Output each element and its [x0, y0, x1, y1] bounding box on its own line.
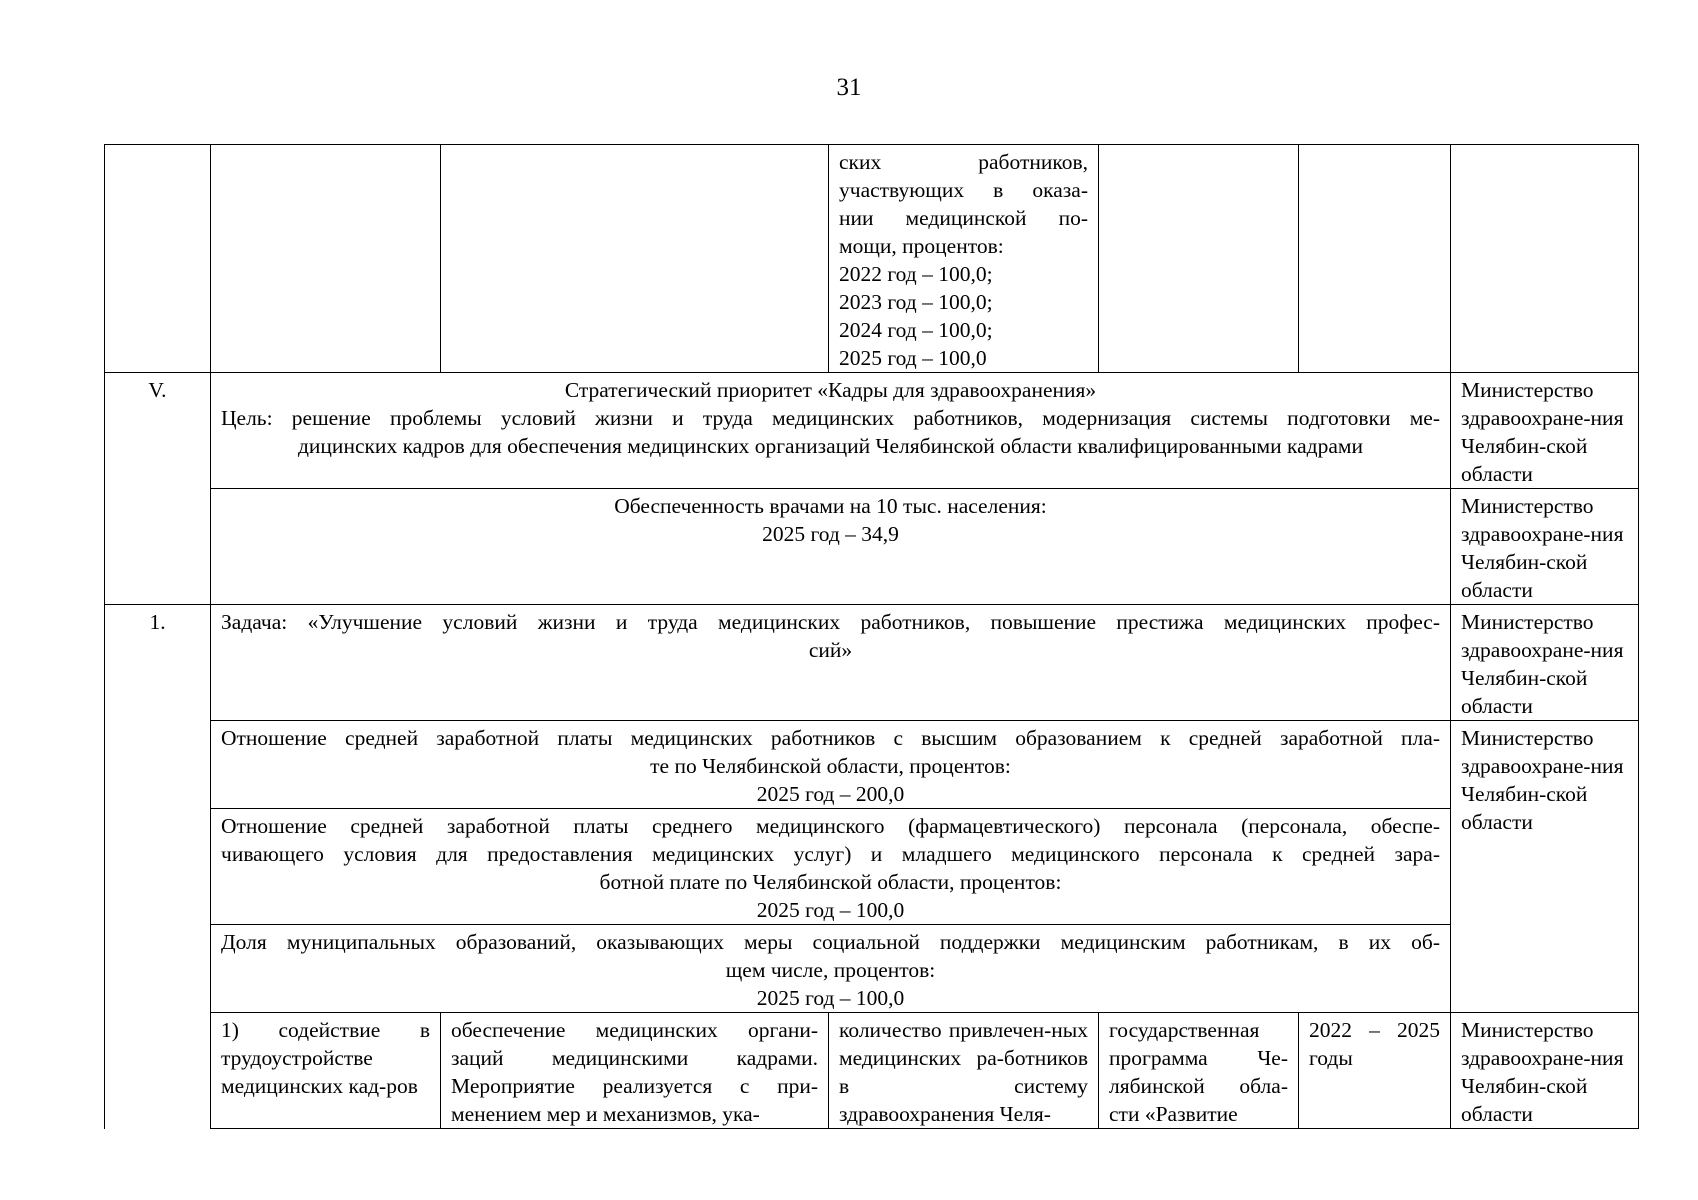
priority-cell — [211, 373, 1451, 489]
table-row — [105, 809, 1639, 925]
priority-goal-line: дицинских кадров для обеспечения медицинских организаций Челябинской области квалифицированными кадрами — [297, 434, 1363, 458]
table-cell — [1099, 145, 1299, 373]
indicator-line: 2025 год – 100,0 — [756, 898, 905, 922]
target-indicator-cell — [211, 489, 1451, 605]
task-cell — [211, 605, 1451, 721]
measure-indicator-cell: количество привлечен-ных медицинских ра-ботников в систему здравоохранения Челя- — [829, 1013, 1099, 1129]
task-number: 1. — [105, 605, 211, 1129]
indicator-line: мощи, процентов: — [839, 234, 1004, 258]
table-row — [105, 489, 1639, 605]
indicator-line: Доля муниципальных образований, оказывающих меры социальной поддержки медицинским работникам, в их об- — [221, 930, 1440, 954]
target-indicator-cell — [211, 809, 1451, 925]
indicator-line: нии медицинской по- — [839, 206, 1088, 230]
indicator-line: 2024 год – 100,0; — [839, 318, 993, 342]
indicator-line: чивающего условия для предоставления медицинских услуг) и младшего медицинского персонала к средней зара- — [221, 842, 1440, 866]
table-cell — [1451, 145, 1639, 373]
table-cell — [105, 145, 211, 373]
priority-title: Стратегический приоритет «Кадры для здравоохранения» — [564, 378, 1097, 402]
indicator-line: щем числе, процентов: — [725, 958, 936, 982]
table-row — [105, 1013, 1639, 1129]
program-table — [104, 144, 1639, 1129]
target-indicator-cell — [211, 925, 1451, 1013]
task-line: сий» — [808, 638, 853, 662]
indicator-line: участвующих в оказа- — [839, 178, 1088, 202]
table-row — [105, 721, 1639, 809]
measure-period-cell: 2022 – 2025 годы — [1299, 1013, 1451, 1129]
indicator-line: Обеспеченность врачами на 10 тыс. населения: — [614, 494, 1047, 518]
indicator-line: Отношение средней заработной платы медицинских работников с высшим образованием к средней заработной пла- — [221, 726, 1440, 750]
indicator-line: 2025 год – 200,0 — [756, 782, 905, 806]
table-row — [105, 145, 1639, 373]
responsible-cell: Министерство здравоохране-ния Челябин-ской области — [1451, 605, 1639, 721]
responsible-cell: Министерство здравоохране-ния Челябин-ской области — [1451, 489, 1639, 605]
responsible-cell: Министерство здравоохране-ния Челябин-ской области — [1451, 373, 1639, 489]
measure-program-cell: государственная программа Че-лябинской обла-сти «Развитие — [1099, 1013, 1299, 1129]
indicator-line: 2023 год – 100,0; — [839, 290, 993, 314]
task-line: Задача: «Улучшение условий жизни и труда медицинских работников, повышение престижа медицинских профес- — [221, 610, 1440, 634]
table-cell — [441, 145, 829, 373]
measure-name-cell: 1) содействие в трудоустройстве медицинских кад-ров — [211, 1013, 441, 1129]
table-cell — [211, 145, 441, 373]
page-number: 31 — [836, 74, 862, 101]
indicator-line: 2025 год – 34,9 — [762, 522, 899, 546]
indicator-line: ских работников, — [839, 150, 1088, 174]
priority-goal-line: Цель: решение проблемы условий жизни и труда медицинских работников, модернизация системы подготовки ме- — [221, 406, 1440, 430]
indicator-line: 2025 год – 100,0 — [756, 986, 905, 1010]
indicator-cell — [829, 145, 1099, 373]
indicator-line: Отношение средней заработной платы среднего медицинского (фармацевтического) персонала (персонала, обеспе- — [221, 814, 1440, 838]
target-indicator-cell — [211, 721, 1451, 809]
indicator-line: 2022 год – 100,0; — [839, 262, 993, 286]
table-cell — [1299, 145, 1451, 373]
table-row — [105, 605, 1639, 721]
responsible-cell: Министерство здравоохране-ния Челябин-ской области — [1451, 721, 1639, 1013]
indicator-line: те по Челябинской области, процентов: — [650, 754, 1011, 778]
table-row — [105, 925, 1639, 1013]
responsible-cell: Министерство здравоохране-ния Челябин-ской области — [1451, 1013, 1639, 1129]
priority-number: V. — [105, 373, 211, 605]
indicator-line: 2025 год – 100,0 — [839, 346, 987, 370]
indicator-line: ботной плате по Челябинской области, процентов: — [599, 870, 1062, 894]
table-row — [105, 373, 1639, 489]
measure-content-cell: обеспечение медицинских органи-заций медицинскими кадрами. Мероприятие реализуется с при-менением мер и механизмов, ука- — [441, 1013, 829, 1129]
